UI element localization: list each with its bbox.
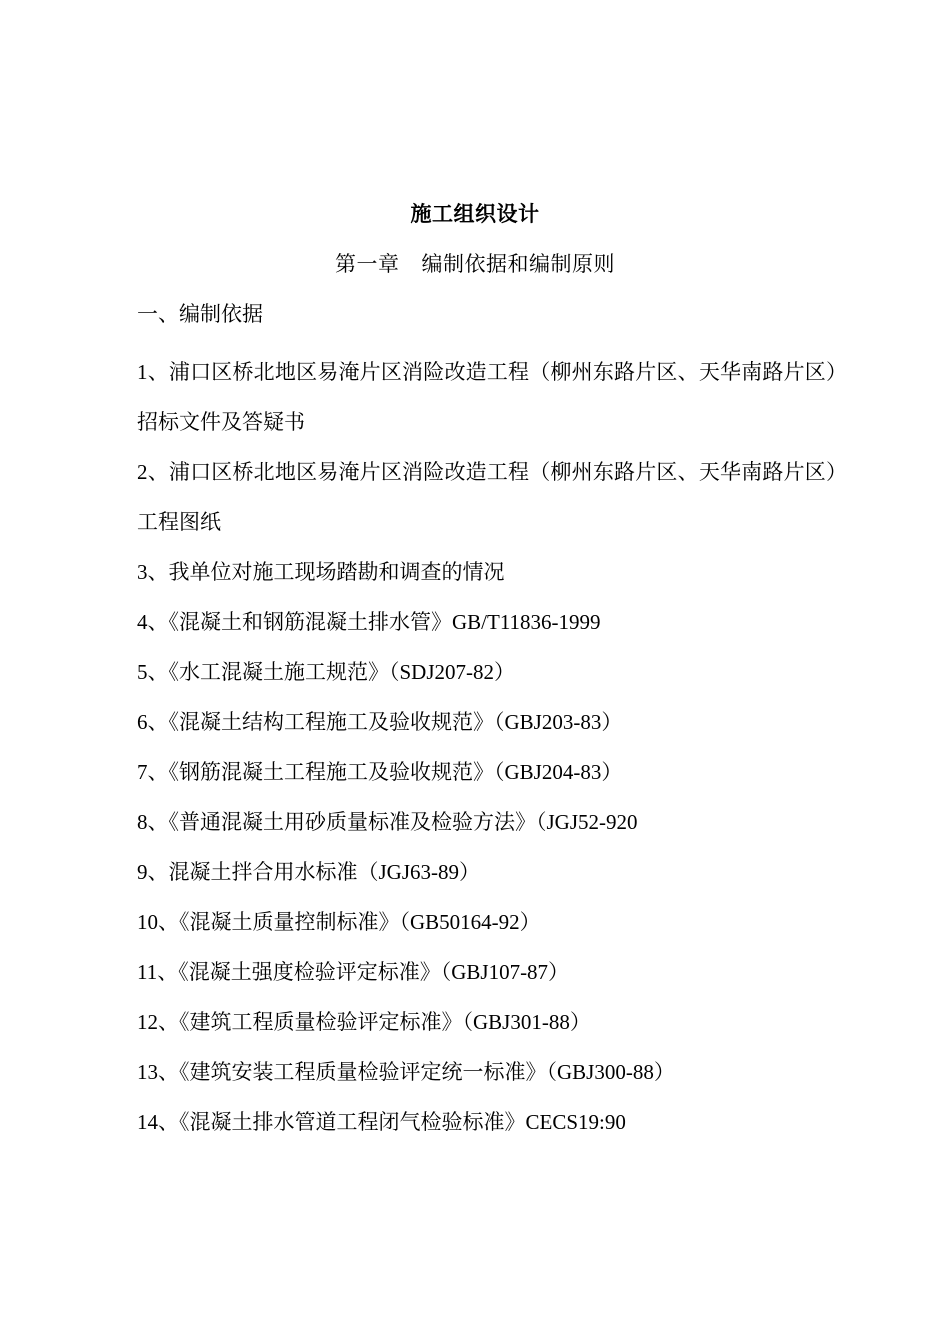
section-heading: 一、编制依据 bbox=[137, 302, 263, 326]
reference-item: 7、《钢筋混凝土工程施工及验收规范》（GBJ204-83） bbox=[137, 760, 623, 784]
reference-item: 5、《水工混凝土施工规范》（SDJ207-82） bbox=[137, 660, 516, 684]
reference-item: 11、《混凝土强度检验评定标准》（GBJ107-87） bbox=[137, 960, 570, 984]
reference-item: 1、浦口区桥北地区易淹片区消险改造工程（柳州东路片区、天华南路片区）招标文件及答疑书 bbox=[137, 360, 847, 434]
document-title: 施工组织设计 bbox=[410, 202, 540, 226]
reference-item: 10、《混凝土质量控制标准》（GB50164-92） bbox=[137, 910, 541, 934]
reference-list bbox=[137, 347, 847, 1147]
reference-item: 14、《混凝土排水管道工程闭气检验标准》CECS19:90 bbox=[137, 1110, 626, 1134]
chapter-heading bbox=[0, 248, 950, 280]
reference-item: 6、《混凝土结构工程施工及验收规范》（GBJ203-83） bbox=[137, 710, 623, 734]
reference-item: 13、《建筑安装工程质量检验评定统一标准》（GBJ300-88） bbox=[137, 1060, 675, 1084]
chapter-number: 第一章 bbox=[335, 252, 400, 276]
reference-item: 12、《建筑工程质量检验评定标准》（GBJ301-88） bbox=[137, 1010, 591, 1034]
reference-item: 2、浦口区桥北地区易淹片区消险改造工程（柳州东路片区、天华南路片区）工程图纸 bbox=[137, 460, 847, 534]
reference-item: 3、我单位对施工现场踏勘和调查的情况 bbox=[137, 560, 505, 584]
reference-item: 4、《混凝土和钢筋混凝土排水管》GB/T11836-1999 bbox=[137, 610, 601, 634]
reference-item: 8、《普通混凝土用砂质量标准及检验方法》（JGJ52-920 bbox=[137, 810, 638, 834]
reference-item: 9、混凝土拌合用水标准（JGJ63-89） bbox=[137, 860, 481, 884]
chapter-name: 编制依据和编制原则 bbox=[421, 252, 615, 276]
